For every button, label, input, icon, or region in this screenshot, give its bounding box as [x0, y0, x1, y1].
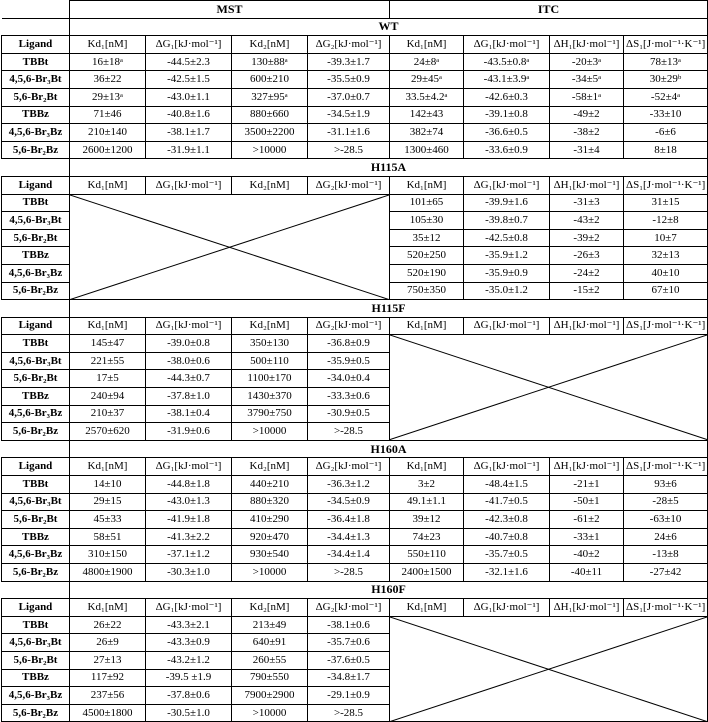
column-header-row	[2, 599, 708, 617]
table-row	[2, 124, 708, 142]
ligand-name-cell: 5,6-Br₂Bz	[2, 704, 70, 722]
ligand-name-cell: 5,6-Br₂Bt	[2, 651, 70, 669]
mst-value-cell: -38.0±0.6	[146, 352, 232, 370]
itc-column-header: ΔH₁[kJ·mol⁻¹]	[550, 176, 624, 194]
mst-value-cell: -44.8±1.8	[146, 476, 232, 494]
itc-value-cell: -35.0±1.2	[464, 282, 550, 300]
mst-value-cell: -34.5±0.9	[308, 493, 390, 511]
itc-value-cell: -20±3ᵃ	[550, 53, 624, 71]
mst-column-header: ΔG₂[kJ·mol⁻¹]	[308, 36, 390, 54]
mst-value-cell: -43.0±1.1	[146, 88, 232, 106]
mst-value-cell: 3500±2200	[232, 124, 308, 142]
section-blank-cell	[2, 300, 70, 318]
itc-value-cell: 550±110	[390, 546, 464, 564]
mst-value-cell: >-28.5	[308, 423, 390, 441]
mst-value-cell: -37.8±0.6	[146, 687, 232, 705]
mst-value-cell: 3790±750	[232, 405, 308, 423]
section-title-row	[2, 300, 708, 318]
mst-value-cell: -34.4±1.3	[308, 528, 390, 546]
itc-value-cell: -31±3	[550, 194, 624, 212]
mst-value-cell: -34.8±1.7	[308, 669, 390, 687]
ligand-name-cell: TBBz	[2, 528, 70, 546]
itc-value-cell: 33.5±4.2ᵃ	[390, 88, 464, 106]
table-row	[2, 141, 708, 159]
mst-value-cell: 221±55	[70, 352, 146, 370]
column-header-row	[2, 176, 708, 194]
ligand-name-cell: 4,5,6-Br₃Bt	[2, 493, 70, 511]
table-row	[2, 493, 708, 511]
itc-value-cell: 382±74	[390, 124, 464, 142]
section-title-row	[2, 581, 708, 599]
mst-value-cell: -39.0±0.8	[146, 335, 232, 353]
table-row	[2, 616, 708, 634]
ligand-name-cell: 4,5,6-Br₃Bz	[2, 687, 70, 705]
ligand-name-cell: TBBt	[2, 476, 70, 494]
itc-value-cell: 39±12	[390, 511, 464, 529]
ligand-name-cell: 4,5,6-Br₃Bt	[2, 212, 70, 230]
itc-value-cell: -50±1	[550, 493, 624, 511]
itc-value-cell: -32.1±1.6	[464, 564, 550, 582]
itc-value-cell: 31±15	[624, 194, 708, 212]
itc-value-cell: 520±250	[390, 247, 464, 265]
table-row	[2, 71, 708, 89]
section-title-row	[2, 18, 708, 36]
mst-value-cell: -35.9±0.5	[308, 352, 390, 370]
mst-column-header: ΔG₁[kJ·mol⁻¹]	[146, 317, 232, 335]
itc-value-cell: 520±190	[390, 264, 464, 282]
itc-value-cell: -42.5±0.8	[464, 229, 550, 247]
itc-column-header: Kd₁[nM]	[390, 599, 464, 617]
table-row	[2, 88, 708, 106]
mst-value-cell: 71±46	[70, 106, 146, 124]
mst-value-cell: >-28.5	[308, 141, 390, 159]
mst-column-header: Kd₁[nM]	[70, 317, 146, 335]
table-row	[2, 53, 708, 71]
crossed-out-itc-block	[390, 616, 708, 722]
mst-value-cell: -37.8±1.0	[146, 388, 232, 406]
mst-value-cell: 210±37	[70, 405, 146, 423]
ligand-column-header: Ligand	[2, 458, 70, 476]
itc-value-cell: -35.9±0.9	[464, 264, 550, 282]
mst-value-cell: -43.0±1.3	[146, 493, 232, 511]
mst-value-cell: -36.4±1.8	[308, 511, 390, 529]
mst-value-cell: 36±22	[70, 71, 146, 89]
itc-column-header: ΔS₁[J·mol⁻¹·K⁻¹]	[624, 458, 708, 476]
ligand-name-cell: 4,5,6-Br₃Bz	[2, 264, 70, 282]
ligand-name-cell: TBBt	[2, 194, 70, 212]
cross-mark-icon	[390, 617, 707, 722]
cross-mark-icon	[70, 195, 389, 300]
mst-column-header: Kd₁[nM]	[70, 599, 146, 617]
itc-column-header: ΔG₁[kJ·mol⁻¹]	[464, 36, 550, 54]
mst-value-cell: 117±92	[70, 669, 146, 687]
ligand-name-cell: 4,5,6-Br₃Bt	[2, 352, 70, 370]
section-blank-cell	[2, 18, 70, 36]
mst-header: MST	[70, 1, 390, 19]
itc-value-cell: -48.4±1.5	[464, 476, 550, 494]
mst-value-cell: -38.1±0.6	[308, 616, 390, 634]
mst-value-cell: 26±9	[70, 634, 146, 652]
itc-value-cell: 30±29ᵇ	[624, 71, 708, 89]
itc-value-cell: 2400±1500	[390, 564, 464, 582]
table-row	[2, 194, 708, 212]
section-title: H160F	[70, 581, 708, 599]
ligand-name-cell: 5,6-Br₂Bt	[2, 88, 70, 106]
itc-value-cell: 1300±460	[390, 141, 464, 159]
ligand-name-cell: 5,6-Br₂Bz	[2, 564, 70, 582]
mst-column-header: Kd₂[nM]	[232, 176, 308, 194]
itc-header: ITC	[390, 1, 708, 19]
binding-data-table	[1, 0, 708, 722]
itc-value-cell: 3±2	[390, 476, 464, 494]
mst-value-cell: -43.3±0.9	[146, 634, 232, 652]
itc-value-cell: 24±8ᵃ	[390, 53, 464, 71]
itc-column-header: ΔG₁[kJ·mol⁻¹]	[464, 176, 550, 194]
mst-value-cell: -38.1±0.4	[146, 405, 232, 423]
mst-value-cell: -30.3±1.0	[146, 564, 232, 582]
mst-column-header: Kd₂[nM]	[232, 317, 308, 335]
itc-column-header: ΔS₁[J·mol⁻¹·K⁻¹]	[624, 317, 708, 335]
itc-value-cell: 40±10	[624, 264, 708, 282]
mst-column-header: ΔG₁[kJ·mol⁻¹]	[146, 176, 232, 194]
mst-value-cell: 327±95ᵃ	[232, 88, 308, 106]
ligand-name-cell: 4,5,6-Br₃Bz	[2, 405, 70, 423]
mst-column-header: ΔG₁[kJ·mol⁻¹]	[146, 458, 232, 476]
mst-value-cell: 350±130	[232, 335, 308, 353]
itc-value-cell: -49±2	[550, 106, 624, 124]
itc-value-cell: -15±2	[550, 282, 624, 300]
mst-value-cell: 7900±2900	[232, 687, 308, 705]
ligand-name-cell: 4,5,6-Br₃Bt	[2, 71, 70, 89]
crossed-out-itc-block	[390, 335, 708, 441]
itc-value-cell: -39.9±1.6	[464, 194, 550, 212]
itc-column-header: ΔG₁[kJ·mol⁻¹]	[464, 317, 550, 335]
ligand-name-cell: TBBz	[2, 669, 70, 687]
ligand-column-header: Ligand	[2, 317, 70, 335]
mst-value-cell: -41.3±2.2	[146, 528, 232, 546]
ligand-name-cell: 4,5,6-Br₃Bt	[2, 634, 70, 652]
ligand-name-cell: 5,6-Br₂Bz	[2, 423, 70, 441]
mst-value-cell: -31.9±0.6	[146, 423, 232, 441]
section-title-row	[2, 440, 708, 458]
ligand-name-cell: TBBt	[2, 616, 70, 634]
mst-value-cell: -36.8±0.9	[308, 335, 390, 353]
mst-value-cell: -33.3±0.6	[308, 388, 390, 406]
table-row	[2, 335, 708, 353]
itc-value-cell: -43.5±0.8ᵃ	[464, 53, 550, 71]
mst-value-cell: -43.3±2.1	[146, 616, 232, 634]
mst-value-cell: 2600±1200	[70, 141, 146, 159]
itc-value-cell: -6±6	[624, 124, 708, 142]
corner-cell	[2, 1, 70, 19]
section-title: H115A	[70, 159, 708, 177]
itc-column-header: Kd₁[nM]	[390, 36, 464, 54]
itc-value-cell: -40.7±0.8	[464, 528, 550, 546]
mst-value-cell: -44.5±2.3	[146, 53, 232, 71]
mst-value-cell: -34.0±0.4	[308, 370, 390, 388]
table-row	[2, 528, 708, 546]
itc-value-cell: -33±1	[550, 528, 624, 546]
mst-value-cell: -31.9±1.1	[146, 141, 232, 159]
itc-value-cell: 32±13	[624, 247, 708, 265]
section-blank-cell	[2, 581, 70, 599]
column-header-row	[2, 36, 708, 54]
itc-value-cell: 105±30	[390, 212, 464, 230]
ligand-name-cell: 5,6-Br₂Bz	[2, 282, 70, 300]
itc-value-cell: 24±6	[624, 528, 708, 546]
itc-value-cell: -63±10	[624, 511, 708, 529]
mst-column-header: ΔG₂[kJ·mol⁻¹]	[308, 458, 390, 476]
ligand-name-cell: 4,5,6-Br₃Bz	[2, 546, 70, 564]
mst-value-cell: 310±150	[70, 546, 146, 564]
itc-value-cell: 78±13ᵃ	[624, 53, 708, 71]
itc-value-cell: -61±2	[550, 511, 624, 529]
mst-value-cell: 790±550	[232, 669, 308, 687]
section-blank-cell	[2, 159, 70, 177]
mst-value-cell: >-28.5	[308, 564, 390, 582]
table-row	[2, 106, 708, 124]
itc-value-cell: -35.9±1.2	[464, 247, 550, 265]
mst-value-cell: -37.0±0.7	[308, 88, 390, 106]
mst-value-cell: -29.1±0.9	[308, 687, 390, 705]
itc-value-cell: -40±11	[550, 564, 624, 582]
mst-value-cell: 260±55	[232, 651, 308, 669]
ligand-name-cell: 5,6-Br₂Bt	[2, 370, 70, 388]
itc-value-cell: 35±12	[390, 229, 464, 247]
itc-column-header: ΔH₁[kJ·mol⁻¹]	[550, 317, 624, 335]
itc-column-header: ΔH₁[kJ·mol⁻¹]	[550, 36, 624, 54]
itc-value-cell: -52±4ᵃ	[624, 88, 708, 106]
mst-value-cell: -34.4±1.4	[308, 546, 390, 564]
itc-value-cell: -39.1±0.8	[464, 106, 550, 124]
mst-value-cell: 4500±1800	[70, 704, 146, 722]
itc-value-cell: 67±10	[624, 282, 708, 300]
itc-value-cell: 10±7	[624, 229, 708, 247]
itc-column-header: ΔS₁[J·mol⁻¹·K⁻¹]	[624, 36, 708, 54]
itc-column-header: ΔS₁[J·mol⁻¹·K⁻¹]	[624, 599, 708, 617]
mst-value-cell: -38.1±1.7	[146, 124, 232, 142]
mst-value-cell: -31.1±1.6	[308, 124, 390, 142]
section-blank-cell	[2, 440, 70, 458]
mst-value-cell: 1430±370	[232, 388, 308, 406]
mst-column-header: ΔG₂[kJ·mol⁻¹]	[308, 176, 390, 194]
mst-column-header: Kd₁[nM]	[70, 176, 146, 194]
cross-mark-icon	[390, 335, 707, 440]
mst-column-header: Kd₂[nM]	[232, 36, 308, 54]
method-header-row	[2, 1, 708, 19]
ligand-column-header: Ligand	[2, 176, 70, 194]
mst-value-cell: -30.5±1.0	[146, 704, 232, 722]
ligand-name-cell: 5,6-Br₂Bt	[2, 511, 70, 529]
itc-value-cell: -27±42	[624, 564, 708, 582]
itc-value-cell: -39±2	[550, 229, 624, 247]
itc-value-cell: -33.6±0.9	[464, 141, 550, 159]
ligand-name-cell: 5,6-Br₂Bz	[2, 141, 70, 159]
itc-value-cell: 142±43	[390, 106, 464, 124]
section-title: H160A	[70, 440, 708, 458]
mst-value-cell: 17±5	[70, 370, 146, 388]
mst-value-cell: -37.6±0.5	[308, 651, 390, 669]
mst-value-cell: >-28.5	[308, 704, 390, 722]
mst-value-cell: 16±18ᵃ	[70, 53, 146, 71]
mst-value-cell: -36.3±1.2	[308, 476, 390, 494]
ligand-column-header: Ligand	[2, 36, 70, 54]
mst-value-cell: -39.3±1.7	[308, 53, 390, 71]
itc-value-cell: 74±23	[390, 528, 464, 546]
mst-value-cell: 640±91	[232, 634, 308, 652]
ligand-column-header: Ligand	[2, 599, 70, 617]
itc-column-header: Kd₁[nM]	[390, 317, 464, 335]
itc-value-cell: -41.7±0.5	[464, 493, 550, 511]
mst-value-cell: 500±110	[232, 352, 308, 370]
mst-column-header: ΔG₁[kJ·mol⁻¹]	[146, 36, 232, 54]
mst-value-cell: 930±540	[232, 546, 308, 564]
itc-value-cell: -28±5	[624, 493, 708, 511]
column-header-row	[2, 458, 708, 476]
itc-value-cell: -39.8±0.7	[464, 212, 550, 230]
itc-value-cell: -38±2	[550, 124, 624, 142]
itc-value-cell: -43±2	[550, 212, 624, 230]
itc-column-header: ΔH₁[kJ·mol⁻¹]	[550, 458, 624, 476]
mst-value-cell: 213±49	[232, 616, 308, 634]
ligand-name-cell: TBBz	[2, 247, 70, 265]
table-row	[2, 511, 708, 529]
mst-value-cell: >10000	[232, 704, 308, 722]
itc-column-header: ΔH₁[kJ·mol⁻¹]	[550, 599, 624, 617]
mst-value-cell: 880±320	[232, 493, 308, 511]
itc-value-cell: -31±4	[550, 141, 624, 159]
itc-value-cell: 29±45ᵃ	[390, 71, 464, 89]
itc-value-cell: -33±10	[624, 106, 708, 124]
itc-value-cell: -40±2	[550, 546, 624, 564]
mst-value-cell: 45±33	[70, 511, 146, 529]
itc-value-cell: -42.6±0.3	[464, 88, 550, 106]
mst-value-cell: -37.1±1.2	[146, 546, 232, 564]
table-row	[2, 564, 708, 582]
itc-value-cell: 93±6	[624, 476, 708, 494]
section-title: H115F	[70, 300, 708, 318]
itc-value-cell: -35.7±0.5	[464, 546, 550, 564]
mst-value-cell: >10000	[232, 564, 308, 582]
mst-column-header: ΔG₂[kJ·mol⁻¹]	[308, 599, 390, 617]
mst-value-cell: 26±22	[70, 616, 146, 634]
itc-value-cell: 49.1±1.1	[390, 493, 464, 511]
mst-value-cell: 210±140	[70, 124, 146, 142]
ligand-name-cell: TBBt	[2, 335, 70, 353]
mst-value-cell: 920±470	[232, 528, 308, 546]
itc-value-cell: -21±1	[550, 476, 624, 494]
itc-value-cell: -24±2	[550, 264, 624, 282]
mst-value-cell: >10000	[232, 141, 308, 159]
itc-value-cell: -34±5ᵃ	[550, 71, 624, 89]
itc-column-header: ΔG₁[kJ·mol⁻¹]	[464, 599, 550, 617]
ligand-name-cell: 4,5,6-Br₃Bz	[2, 124, 70, 142]
mst-column-header: Kd₁[nM]	[70, 458, 146, 476]
ligand-name-cell: TBBz	[2, 388, 70, 406]
mst-value-cell: 58±51	[70, 528, 146, 546]
mst-value-cell: 4800±1900	[70, 564, 146, 582]
mst-value-cell: 880±660	[232, 106, 308, 124]
ligand-name-cell: TBBz	[2, 106, 70, 124]
itc-value-cell: 101±65	[390, 194, 464, 212]
mst-value-cell: -41.9±1.8	[146, 511, 232, 529]
mst-value-cell: -42.5±1.5	[146, 71, 232, 89]
itc-value-cell: 8±18	[624, 141, 708, 159]
itc-value-cell: -13±8	[624, 546, 708, 564]
mst-value-cell: 29±15	[70, 493, 146, 511]
mst-value-cell: 2570±620	[70, 423, 146, 441]
itc-value-cell: -12±8	[624, 212, 708, 230]
mst-column-header: Kd₁[nM]	[70, 36, 146, 54]
mst-value-cell: -43.2±1.2	[146, 651, 232, 669]
itc-value-cell: 750±350	[390, 282, 464, 300]
mst-value-cell: 14±10	[70, 476, 146, 494]
mst-value-cell: -44.3±0.7	[146, 370, 232, 388]
mst-column-header: Kd₂[nM]	[232, 458, 308, 476]
mst-value-cell: 240±94	[70, 388, 146, 406]
itc-column-header: Kd₁[nM]	[390, 458, 464, 476]
mst-value-cell: -30.9±0.5	[308, 405, 390, 423]
itc-column-header: ΔG₁[kJ·mol⁻¹]	[464, 458, 550, 476]
mst-column-header: Kd₂[nM]	[232, 599, 308, 617]
itc-column-header: ΔS₁[J·mol⁻¹·K⁻¹]	[624, 176, 708, 194]
table-body	[2, 1, 708, 722]
section-title-row	[2, 159, 708, 177]
mst-value-cell: 145±47	[70, 335, 146, 353]
ligand-name-cell: 5,6-Br₂Bt	[2, 229, 70, 247]
mst-value-cell: 29±13ᵃ	[70, 88, 146, 106]
itc-value-cell: -43.1±3.9ᵃ	[464, 71, 550, 89]
mst-value-cell: -35.5±0.9	[308, 71, 390, 89]
mst-value-cell: 600±210	[232, 71, 308, 89]
table-row	[2, 546, 708, 564]
mst-value-cell: 440±210	[232, 476, 308, 494]
mst-value-cell: -35.7±0.6	[308, 634, 390, 652]
itc-value-cell: -58±1ᵃ	[550, 88, 624, 106]
mst-value-cell: 410±290	[232, 511, 308, 529]
ligand-name-cell: TBBt	[2, 53, 70, 71]
section-title: WT	[70, 18, 708, 36]
mst-value-cell: -40.8±1.6	[146, 106, 232, 124]
mst-value-cell: >10000	[232, 423, 308, 441]
itc-value-cell: -42.3±0.8	[464, 511, 550, 529]
itc-column-header: Kd₁[nM]	[390, 176, 464, 194]
mst-value-cell: -34.5±1.9	[308, 106, 390, 124]
crossed-out-mst-block	[70, 194, 390, 300]
mst-value-cell: 1100±170	[232, 370, 308, 388]
mst-value-cell: 130±88ᵃ	[232, 53, 308, 71]
mst-value-cell: 27±13	[70, 651, 146, 669]
mst-value-cell: -39.5 ±1.9	[146, 669, 232, 687]
table-row	[2, 476, 708, 494]
itc-value-cell: -36.6±0.5	[464, 124, 550, 142]
mst-column-header: ΔG₂[kJ·mol⁻¹]	[308, 317, 390, 335]
mst-column-header: ΔG₁[kJ·mol⁻¹]	[146, 599, 232, 617]
column-header-row	[2, 317, 708, 335]
mst-value-cell: 237±56	[70, 687, 146, 705]
itc-value-cell: -26±3	[550, 247, 624, 265]
